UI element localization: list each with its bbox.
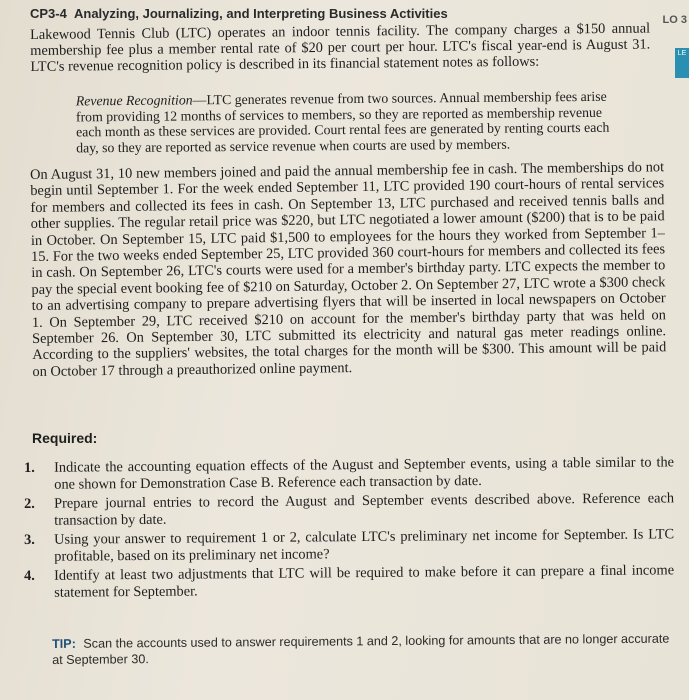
requirement-text: Prepare journal entries to record the August and September events described above. Reference each transaction by date. — [53, 490, 675, 529]
requirement-text: Indicate the accounting equation effects of the August and September events, using a table similar to the one shown for Demonstration Case B. Reference each transaction by date. — [53, 454, 675, 493]
intro-paragraph: Lakewood Tennis Club (LTC) operates an indoor tennis facility. The company charges a $150 annual membership fee plus a member rental rate of $20 per court per hour. LTC's fiscal year-end is August 31. LTC's revenue recognition policy is described in its financial statement notes as follows: — [30, 20, 651, 75]
requirement-number: 1. — [24, 459, 35, 476]
requirement-item — [24, 490, 674, 529]
problem-title: Analyzing, Journalizing, and Interpreting Business Activities — [74, 6, 448, 21]
required-heading: Required: — [32, 430, 98, 446]
requirement-item — [24, 454, 674, 493]
scenario-paragraph: On August 31, 10 new members joined and paid the annual membership fee in cash. The memberships do not begin until September 1. For the week ended September 11, LTC provided 190 court-hours of rental services for members and collected its fees in cash. On September 13, LTC purchased and received tennis balls and other supplies. The regular retail price was $220, but LTC negotiated a lower amount ($200) that is to be paid in October. On September 15, LTC paid $1,500 to employees for the hours they worked from September 1–15. For the two weeks ended September 25, LTC provided 360 court-hours for members and collected its fees in cash. On September 26, LTC's courts were used for a member's birthday party. LTC expects the member to pay the special event booking fee of $210 on Saturday, October 2. On September 27, LTC wrote a $300 check to an advertising company to prepare advertising flyers that will be inserted in local newspapers on October 1. On September 29, LTC received $210 on account for the member's birthday party that was held on September 26. On September 30, LTC submitted its electricity and natural gas meter readings online. According to the suppliers' websites, the total charges for the month will be $300. This amount will be paid on October 17 through a preauthorized online payment. — [30, 159, 667, 380]
requirement-item — [24, 526, 674, 565]
problem-heading — [30, 6, 448, 21]
requirements-list — [24, 454, 675, 604]
requirement-number: 3. — [24, 531, 35, 548]
margin-tab: LE — [675, 48, 689, 78]
learning-objective: LO 3 — [662, 14, 687, 26]
policy-label: Revenue Recognition — [75, 92, 193, 109]
requirement-text: Identify at least two adjustments that LTC will be required to make before it can prepare a final income statement for September. — [53, 562, 675, 601]
tip-note — [52, 631, 672, 668]
tip-text: Scan the accounts used to answer requirements 1 and 2, looking for amounts that are no longer accurate at September 30. — [52, 631, 670, 667]
requirement-item — [24, 562, 674, 601]
requirement-text: Using your answer to requirement 1 or 2, calculate LTC's preliminary net income for September. Is LTC profitable, based on its preliminary net income? — [53, 526, 675, 565]
tip-label: TIP: — [52, 636, 76, 651]
policy-text: —LTC generates revenue from two sources. Annual membership fees arise from providing 12 months of services to members, so they are reported as membership revenue each month as these services are provided. Court rental fees are generated by renting courts each day, so they are reported as service revenue when courts are used by members. — [75, 88, 610, 155]
problem-code: CP3-4 — [30, 6, 67, 21]
requirement-number: 4. — [24, 567, 35, 584]
requirement-number: 2. — [24, 495, 35, 512]
revenue-policy-note — [76, 89, 627, 156]
